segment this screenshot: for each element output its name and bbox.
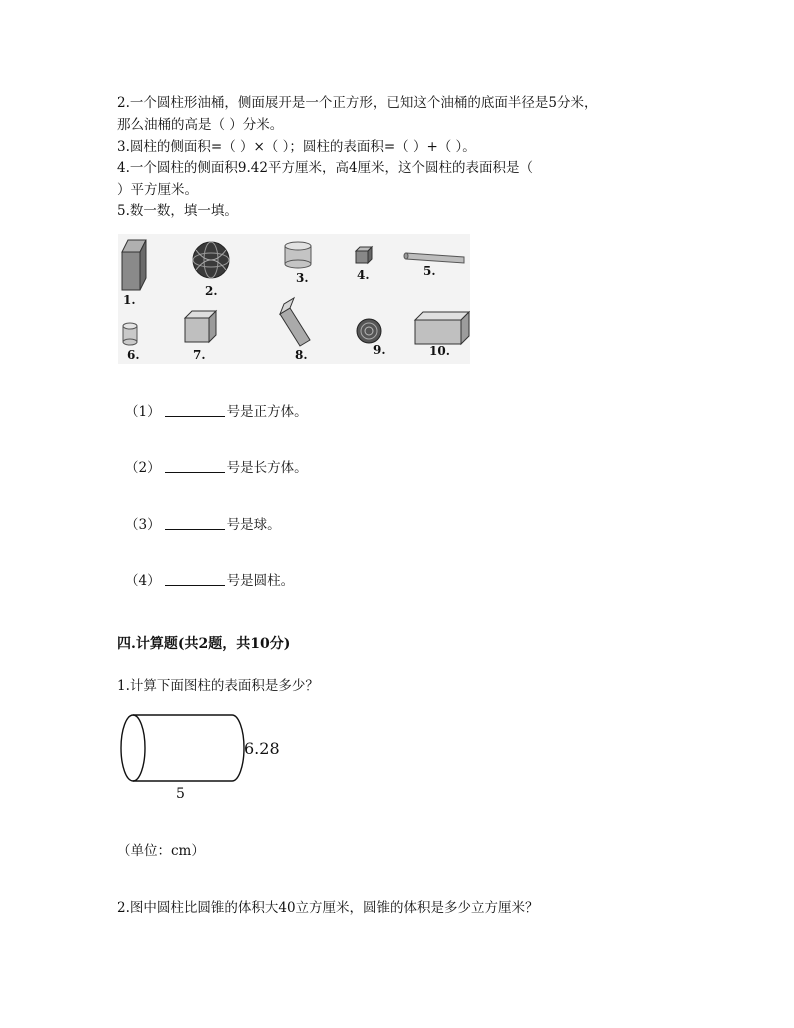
q4-line2: ）平方厘米。 — [117, 182, 198, 198]
section-heading: 四.计算题(共2题，共10分) — [117, 636, 291, 652]
shape-label-8: 8. — [295, 348, 308, 362]
shape-label-7: 7. — [193, 348, 206, 362]
shape-label-5: 5. — [423, 264, 436, 278]
shape-label-6: 6. — [127, 348, 140, 362]
shape-4-small-cube — [356, 247, 372, 263]
unit-note: （单位：cm） — [117, 843, 205, 859]
fill-item-text: 号是球。 — [226, 517, 281, 533]
shape-label-10: 10. — [429, 344, 450, 358]
shape-label-9: 9. — [373, 343, 386, 357]
q2-line1: 2.一个圆柱形油桶，侧面展开是一个正方形，已知这个油桶的底面半径是5分米， — [117, 95, 598, 111]
answer-blank[interactable] — [165, 516, 225, 530]
fill-item-cylinder — [125, 569, 294, 589]
fill-item-number: （2） — [125, 460, 161, 476]
q4-line1: 4.一个圆柱的侧面积9.42平方厘米，高4厘米，这个圆柱的表面积是（ — [117, 160, 534, 176]
shapes-illustration — [118, 234, 470, 364]
cylinder-height-label: 6.28 — [244, 739, 280, 758]
shape-7-cube — [185, 311, 216, 342]
shape-5-rod — [404, 253, 464, 263]
answer-blank[interactable] — [165, 403, 225, 417]
shape-8-tilted-box — [280, 298, 310, 346]
q5-title: 5.数一数，填一填。 — [117, 203, 238, 219]
shape-2-ball — [193, 242, 229, 278]
fill-item-cube — [125, 400, 308, 420]
shape-6-small-cylinder — [123, 323, 137, 345]
shape-label-2: 2. — [205, 284, 218, 298]
fill-item-text: 号是圆柱。 — [226, 573, 295, 589]
cylinder-length-label: 5 — [176, 786, 185, 802]
fill-item-text: 号是正方体。 — [226, 404, 308, 420]
shape-9-ball — [357, 319, 381, 343]
shape-1-tall-box — [122, 240, 146, 290]
answer-blank[interactable] — [165, 572, 225, 586]
shape-10-wide-box — [415, 312, 469, 344]
shape-label-4: 4. — [357, 268, 370, 282]
cylinder-diagram — [116, 712, 246, 788]
shape-label-1: 1. — [123, 293, 136, 307]
q2-line2: 那么油桶的高是（ ）分米。 — [117, 117, 284, 133]
fill-item-text: 号是长方体。 — [226, 460, 308, 476]
answer-blank[interactable] — [165, 459, 225, 473]
fill-item-number: （1） — [125, 404, 161, 420]
fill-item-number: （4） — [125, 573, 161, 589]
fill-item-sphere — [125, 513, 281, 533]
fill-item-number: （3） — [125, 517, 161, 533]
shapes-figure — [118, 234, 470, 364]
shape-label-3: 3. — [296, 271, 309, 285]
fill-item-cuboid — [125, 456, 308, 476]
shape-3-cylinder — [285, 242, 311, 268]
calc1-question: 1.计算下面图柱的表面积是多少？ — [117, 678, 319, 694]
q3-text: 3.圆柱的侧面积=（ ）×（ ）；圆柱的表面积=（ ）+（ ）。 — [117, 139, 476, 155]
calc2-question: 2.图中圆柱比圆锥的体积大40立方厘米，圆锥的体积是多少立方厘米？ — [117, 900, 539, 916]
